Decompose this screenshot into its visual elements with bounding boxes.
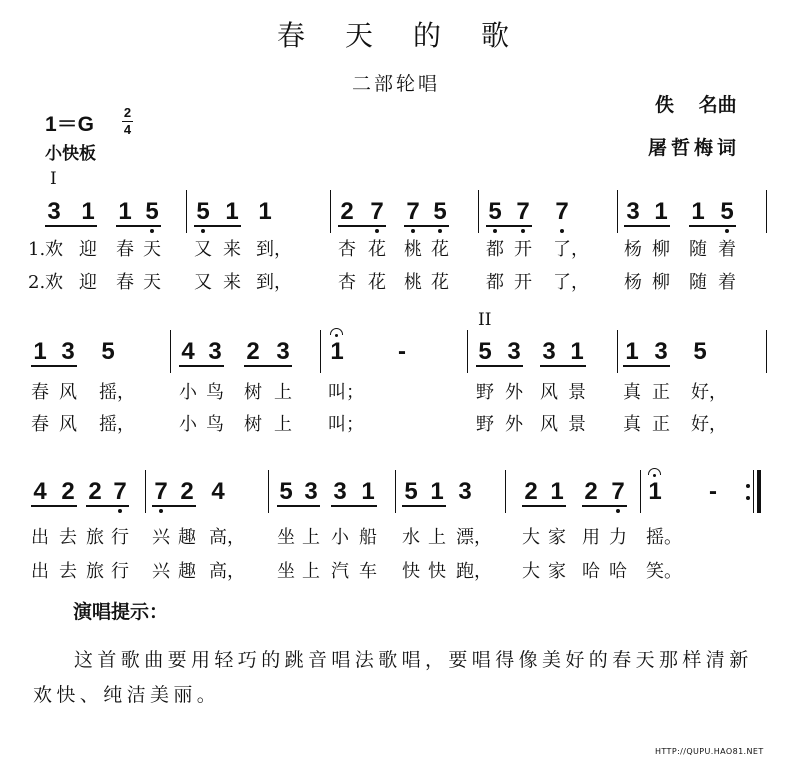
note: 4: [181, 338, 195, 365]
tempo-marking: 小快板: [45, 144, 96, 164]
eighth-note-underline: [404, 225, 449, 227]
lyric-syllable: 家: [548, 561, 566, 582]
note: 1: [625, 338, 639, 365]
lyric-syllable: 好，: [691, 414, 727, 435]
eighth-note-underline: [623, 365, 670, 367]
eighth-note-underline: [522, 505, 566, 507]
lyric-syllable: 桃: [404, 239, 422, 260]
eighth-note-underline: [624, 225, 670, 227]
lyric-syllable: 杨: [624, 239, 642, 260]
lyric-syllable: 用: [582, 527, 600, 548]
note: 1: [691, 198, 705, 225]
note: 1: [258, 198, 272, 225]
verse-number: 2.: [28, 272, 46, 293]
lyric-syllable: 外: [505, 414, 523, 435]
note: 2: [246, 338, 260, 365]
note: 7: [516, 198, 530, 225]
key-signature: 1＝G: [45, 113, 95, 136]
lyric-syllable: 随: [689, 272, 707, 293]
low-octave-dot: [150, 229, 154, 233]
lyric-syllable: 都: [486, 239, 504, 260]
lyric-syllable: 随: [689, 239, 707, 260]
bar-line: [170, 330, 171, 373]
lyric-syllable: 花: [368, 239, 386, 260]
lyric-syllable: 天: [143, 239, 161, 260]
eighth-note-underline: [45, 225, 97, 227]
lyric-syllable: 风: [540, 382, 558, 403]
lyric-syllable: 又: [194, 239, 212, 260]
note: 3: [333, 478, 347, 505]
note: 7: [113, 478, 127, 505]
lyric-syllable: 高，: [209, 527, 245, 548]
lyric-syllable: 船: [359, 527, 377, 548]
repeat-dot: [746, 496, 750, 500]
lyric-syllable: 花: [431, 272, 449, 293]
lyric-syllable: 迎: [79, 272, 97, 293]
low-octave-dot: [438, 229, 442, 233]
eighth-note-underline: [486, 225, 532, 227]
bar-line: [766, 190, 767, 233]
lyric-syllable: 上: [302, 527, 320, 548]
low-octave-dot: [201, 229, 205, 233]
lyric-syllable: 摇，: [99, 382, 135, 403]
note: 5: [101, 338, 115, 365]
watermark-url: HTTP://QUPU.HAO81.NET: [655, 747, 764, 756]
lyric-syllable: 鸟: [206, 414, 224, 435]
eighth-note-underline: [476, 365, 523, 367]
lyric-syllable: 行: [111, 561, 129, 582]
lyric-syllable: 小: [331, 527, 349, 548]
lyric-syllable: 花: [431, 239, 449, 260]
note: 7: [611, 478, 625, 505]
note: 1: [550, 478, 564, 505]
low-octave-dot: [411, 229, 415, 233]
performance-notes-line: 这首歌曲要用轻巧的跳音唱法歌唱，要唱得像美好的春天那样清新: [74, 649, 753, 671]
note: 3: [276, 338, 290, 365]
time-signature-numerator: 2: [123, 105, 132, 120]
low-octave-dot: [560, 229, 564, 233]
note: 1: [430, 478, 444, 505]
eighth-note-underline: [116, 225, 161, 227]
lyric-syllable: 出: [31, 527, 49, 548]
lyric-syllable: 坐: [277, 527, 295, 548]
lyric-syllable: 大: [522, 527, 540, 548]
note: 5: [196, 198, 210, 225]
lyric-syllable: 行: [111, 527, 129, 548]
lyric-syllable: 风: [59, 414, 77, 435]
lyric-syllable: 去: [59, 561, 77, 582]
lyric-syllable: 叫；: [328, 382, 364, 403]
eighth-note-underline: [540, 365, 586, 367]
eighth-note-underline: [86, 505, 129, 507]
note: 5: [279, 478, 293, 505]
note: 7: [555, 198, 569, 225]
low-octave-dot: [616, 509, 620, 513]
lyric-syllable: 都: [486, 272, 504, 293]
low-octave-dot: [159, 509, 163, 513]
lyric-syllable: 汽: [331, 561, 349, 582]
lyric-syllable: 春: [31, 382, 49, 403]
lyric-syllable: 鸟: [206, 382, 224, 403]
lyric-syllable: 景: [568, 382, 586, 403]
lyric-syllable: 摇，: [99, 414, 135, 435]
low-octave-dot: [725, 229, 729, 233]
bar-line: [617, 330, 618, 373]
eighth-note-underline: [31, 505, 77, 507]
lyric-syllable: 春: [116, 272, 134, 293]
bar-line: [330, 190, 331, 233]
lyric-syllable: 正: [652, 382, 670, 403]
eighth-note-underline: [338, 225, 386, 227]
lyric-syllable: 迎: [79, 239, 97, 260]
lyric-syllable: 上: [428, 527, 446, 548]
note: 4: [211, 478, 225, 505]
lyric-syllable: 趣: [178, 561, 196, 582]
note: 1: [81, 198, 95, 225]
time-signature-denominator: 4: [123, 122, 132, 137]
note: 7: [406, 198, 420, 225]
lyric-syllable: 力: [609, 527, 627, 548]
eighth-note-underline: [277, 505, 320, 507]
lyric-syllable: 风: [59, 382, 77, 403]
note: 1: [225, 198, 239, 225]
lyric-syllable: 漂，: [456, 527, 492, 548]
lyric-syllable: 大: [522, 561, 540, 582]
lyric-syllable: 春: [31, 414, 49, 435]
note: 5: [488, 198, 502, 225]
lyric-syllable: 坐: [277, 561, 295, 582]
note: 1: [570, 338, 584, 365]
note: 1: [330, 338, 344, 365]
lyric-syllable: 着: [718, 272, 736, 293]
verse-number: 1.: [28, 239, 46, 260]
lyric-syllable: 正: [652, 414, 670, 435]
eighth-note-underline: [582, 505, 627, 507]
bar-line: [145, 470, 146, 513]
lyric-syllable: 快: [428, 561, 446, 582]
subtitle: 二部轮唱: [351, 73, 440, 95]
performance-notes-heading: 演唱提示：: [73, 601, 169, 623]
note: 5: [433, 198, 447, 225]
note: 1: [361, 478, 375, 505]
lyric-syllable: 桃: [404, 272, 422, 293]
bar-line: [467, 330, 468, 373]
bar-line: [505, 470, 506, 513]
lyric-syllable: 小: [179, 382, 197, 403]
section-marker: I: [50, 169, 57, 189]
lyric-syllable: 杨: [624, 272, 642, 293]
lyric-syllable: 了，: [553, 272, 589, 293]
bar-line: [640, 470, 641, 513]
note: 3: [542, 338, 556, 365]
lyric-syllable: 风: [540, 414, 558, 435]
lyric-syllable: 春: [116, 239, 134, 260]
eighth-note-underline: [194, 225, 241, 227]
lyric-syllable: 小: [179, 414, 197, 435]
eighth-note-underline: [244, 365, 292, 367]
lyric-syllable: 欢: [45, 272, 63, 293]
note: 1: [648, 478, 662, 505]
note: 5: [720, 198, 734, 225]
lyric-syllable: 杏: [338, 272, 356, 293]
note: 2: [584, 478, 598, 505]
eighth-note-underline: [31, 365, 77, 367]
note: 4: [33, 478, 47, 505]
lyric-syllable: 树: [244, 414, 262, 435]
lyric-syllable: 出: [31, 561, 49, 582]
lyric-syllable: 旅: [86, 527, 104, 548]
note: 3: [626, 198, 640, 225]
lyric-syllable: 哈: [582, 561, 600, 582]
note: 2: [340, 198, 354, 225]
bar-line: [617, 190, 618, 233]
lyric-syllable: 笑。: [646, 561, 682, 582]
lyric-syllable: 上: [274, 382, 292, 403]
eighth-note-underline: [402, 505, 446, 507]
lyric-syllable: 花: [368, 272, 386, 293]
bar-line: [395, 470, 396, 513]
lyric-syllable: 兴: [152, 527, 170, 548]
lyric-syllable: 趣: [178, 527, 196, 548]
note: 3: [507, 338, 521, 365]
page-title: 春天的歌: [276, 19, 549, 52]
low-octave-dot: [521, 229, 525, 233]
note: 5: [404, 478, 418, 505]
lyricist-credit: 屠哲梅词: [648, 137, 741, 159]
section-marker: II: [478, 310, 492, 330]
lyric-syllable: 来: [223, 272, 241, 293]
lyric-syllable: 上: [274, 414, 292, 435]
lyric-syllable: 到，: [256, 272, 292, 293]
lyric-syllable: 来: [223, 239, 241, 260]
lyric-syllable: 真: [623, 382, 641, 403]
lyric-syllable: 好，: [691, 382, 727, 403]
lyric-syllable: 哈: [609, 561, 627, 582]
bar-line: [268, 470, 269, 513]
lyric-syllable: 景: [568, 414, 586, 435]
note: 5: [145, 198, 159, 225]
bar-line: [766, 330, 767, 373]
lyric-syllable: 家: [548, 527, 566, 548]
lyric-syllable: 树: [244, 382, 262, 403]
repeat-thick-line: [757, 470, 761, 513]
eighth-note-underline: [152, 505, 196, 507]
note: 2: [61, 478, 75, 505]
note: 3: [47, 198, 61, 225]
low-octave-dot: [118, 509, 122, 513]
low-octave-dot: [493, 229, 497, 233]
lyric-syllable: 柳: [652, 239, 670, 260]
lyric-syllable: 开: [514, 272, 532, 293]
lyric-syllable: 去: [59, 527, 77, 548]
lyric-syllable: 柳: [652, 272, 670, 293]
note: 7: [154, 478, 168, 505]
lyric-syllable: 了，: [553, 239, 589, 260]
note: 3: [61, 338, 75, 365]
note: 2: [524, 478, 538, 505]
eighth-note-underline: [331, 505, 377, 507]
note: 1: [33, 338, 47, 365]
note: 1: [118, 198, 132, 225]
note: 5: [478, 338, 492, 365]
bar-line: [186, 190, 187, 233]
sustain-dash: -: [709, 478, 717, 505]
bar-line: [478, 190, 479, 233]
composer-credit: 佚 名曲: [655, 94, 737, 116]
lyric-syllable: 杏: [338, 239, 356, 260]
repeat-dot: [746, 484, 750, 488]
lyric-syllable: 外: [505, 382, 523, 403]
lyric-syllable: 天: [143, 272, 161, 293]
lyric-syllable: 野: [476, 382, 494, 403]
lyric-syllable: 摇。: [646, 527, 682, 548]
eighth-note-underline: [179, 365, 224, 367]
lyric-syllable: 水: [402, 527, 420, 548]
lyric-syllable: 高，: [209, 561, 245, 582]
lyric-syllable: 野: [476, 414, 494, 435]
note: 2: [180, 478, 194, 505]
fermata-mark: [330, 328, 343, 335]
lyric-syllable: 到，: [256, 239, 292, 260]
performance-notes-line: 欢快、纯洁美丽。: [33, 684, 221, 706]
fermata-mark: [648, 468, 661, 475]
note: 3: [654, 338, 668, 365]
lyric-syllable: 旅: [86, 561, 104, 582]
note: 3: [458, 478, 472, 505]
low-octave-dot: [375, 229, 379, 233]
lyric-syllable: 快: [402, 561, 420, 582]
note: 7: [370, 198, 384, 225]
lyric-syllable: 车: [359, 561, 377, 582]
lyric-syllable: 跑，: [456, 561, 492, 582]
sustain-dash: -: [398, 338, 406, 365]
lyric-syllable: 着: [718, 239, 736, 260]
lyric-syllable: 真: [623, 414, 641, 435]
lyric-syllable: 又: [194, 272, 212, 293]
note: 1: [654, 198, 668, 225]
note: 2: [88, 478, 102, 505]
note: 5: [693, 338, 707, 365]
eighth-note-underline: [689, 225, 736, 227]
lyric-syllable: 欢: [45, 239, 63, 260]
lyric-syllable: 开: [514, 239, 532, 260]
lyric-syllable: 上: [302, 561, 320, 582]
repeat-thin-line: [753, 470, 754, 513]
note: 3: [304, 478, 318, 505]
lyric-syllable: 叫；: [328, 414, 364, 435]
bar-line: [320, 330, 321, 373]
note: 3: [208, 338, 222, 365]
lyric-syllable: 兴: [152, 561, 170, 582]
